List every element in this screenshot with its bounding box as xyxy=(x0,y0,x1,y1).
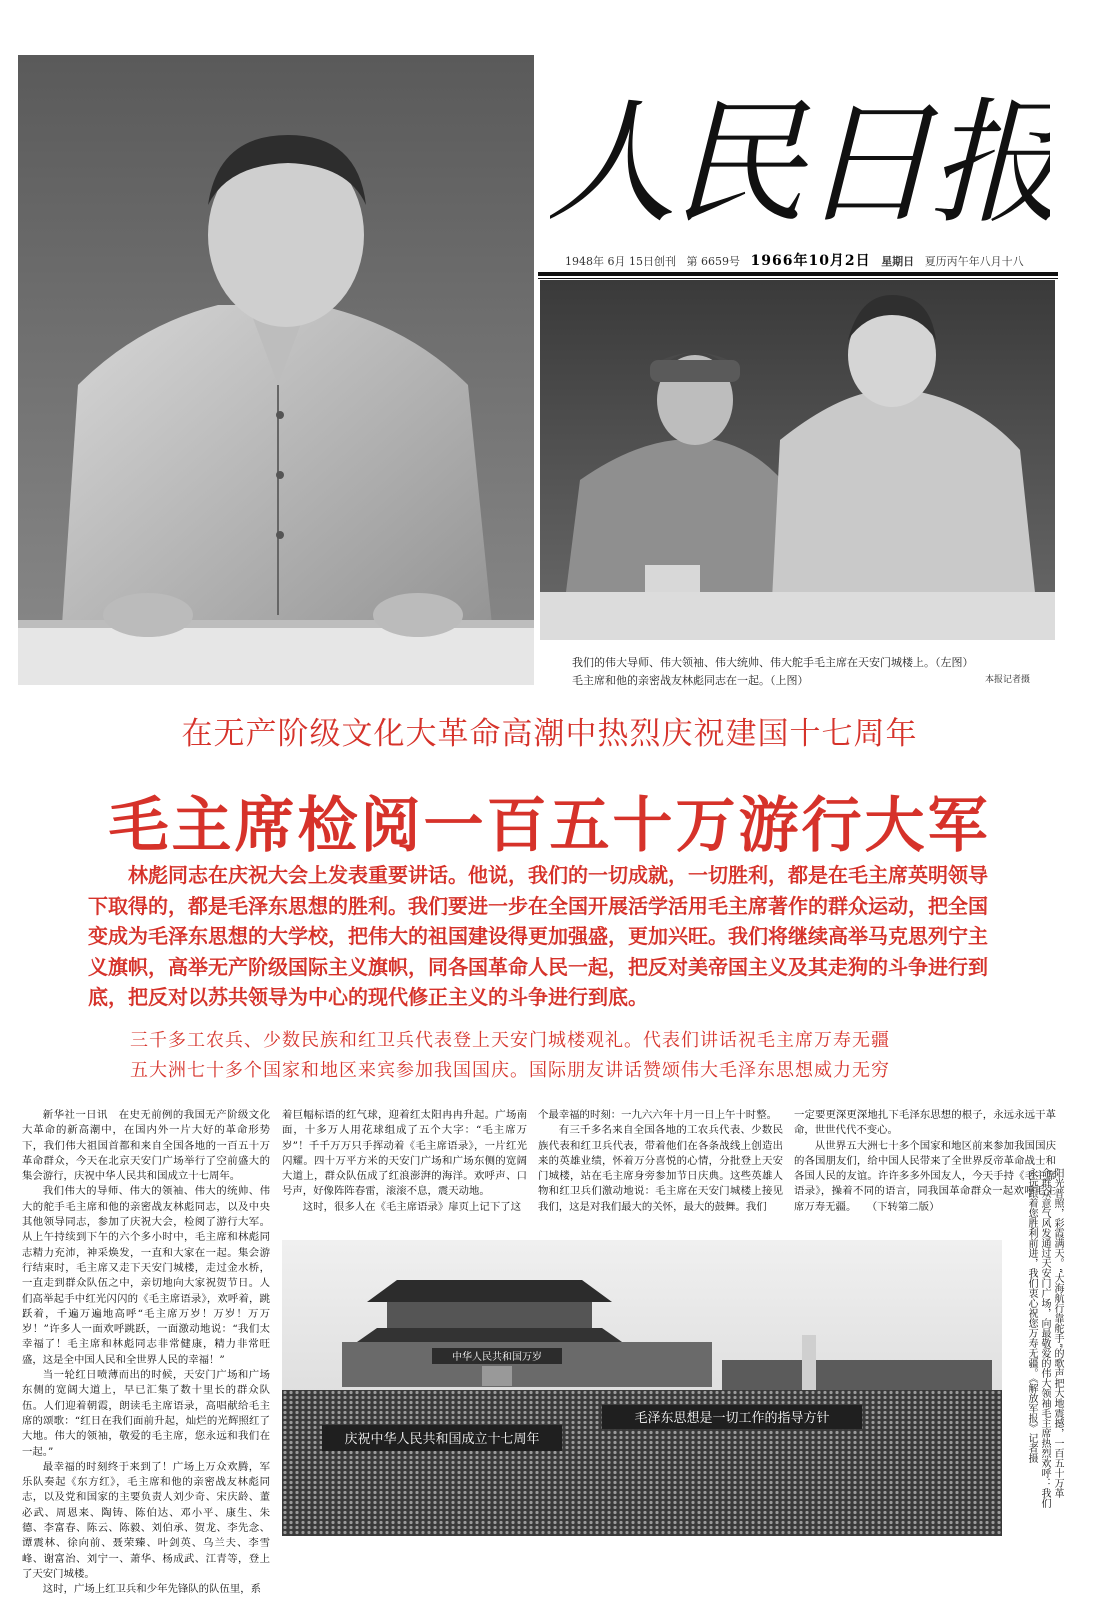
masthead-rule xyxy=(538,272,1058,276)
photo-credit: 本报记者摄 xyxy=(985,675,1031,685)
article-column-1 xyxy=(22,1108,270,1598)
banner-center-text: 毛泽东思想是一切工作的指导方针 xyxy=(634,1411,830,1426)
paragraph: 个最幸福的时刻：一九六六年十月一日上午十时整。 xyxy=(538,1109,777,1121)
square-parade-photo xyxy=(282,1240,1002,1536)
masthead-title xyxy=(550,70,1050,240)
masthead-calligraphy xyxy=(550,70,1050,240)
lead-paragraph xyxy=(88,860,988,1013)
paragraph: 这时，广场上红卫兵和少年先锋队的队伍里，系 xyxy=(42,1583,261,1596)
dateline-issue: 第 6659号 xyxy=(686,255,740,268)
kicker-headline: 在无产阶级文化大革命高潮中热烈庆祝建国十七周年 xyxy=(181,716,918,752)
dateline xyxy=(565,250,1055,270)
dateline-weekday: 星期日 xyxy=(881,255,915,268)
paragraph: 一定要更深更深地扎下毛泽东思想的根子，永远永远干革命，世世代代不变心。 xyxy=(794,1109,1056,1137)
paragraph: 着巨幅标语的红气球，迎着红太阳冉冉升起。广场南面，十多万人用花球组成了五个大字：“毛主席万岁”！千千万万只手挥动着《毛主席语录》，一片红光闪耀。四十万平方米的天安门广场和广场东侧的宽阔大道上，群众队伍成了红浪澎湃的海洋。欢呼声、口号声，好像阵阵春雷，滚滚不息，震天动地。 xyxy=(282,1109,527,1198)
two-leaders-illustration xyxy=(540,280,1055,640)
paragraph: 新华社一日讯 在史无前例的我国无产阶级文化大革命的新高潮中，在国内外一片大好的革命形势下，我们伟大祖国首都和来自全国各地的一百五十万革命群众，今天在北京天安门广场举行了空前盛大的集会游行，庆祝中华人民共和国成立十七周年。 xyxy=(22,1109,270,1183)
lead-text: 林彪同志在庆祝大会上发表重要讲话。他说，我们的一切成就，一切胜利，都是在毛主席英明领导下取得的，都是毛泽东思想的胜利。我们要进一步在全国开展活学活用毛主席著作的群众运动，把全国变成为毛泽东思想的大学校，把伟大的祖国建设得更加强盛，更加兴旺。我们将继续高举马克思列宁主义旗帜，高举无产阶级国际主义旗帜，同各国革命人民一起，把反对美帝国主义及其走狗的斗争进行到底，把反对以苏共领导为中心的现代修正主义的斗争进行到底。 xyxy=(88,863,988,1009)
paragraph: 最幸福的时刻终于来到了！广场上万众欢腾，军乐队奏起《东方红》，毛主席和他的亲密战友林彪同志，以及党和国家的主要负责人刘少奇、宋庆龄、董必武、周恩来、陶铸、陈伯达、邓小平、康生、朱德、李富春、陈云、陈毅、刘伯承、贺龙、李先念、谭震林、徐向前、聂荣臻、叶剑英、乌兰夫、李雪峰、谢富治、刘宁一、萧华、杨成武、江青等，登上了天安门城楼。 xyxy=(22,1460,270,1580)
photo-caption xyxy=(572,654,1012,690)
paragraph: 从世界五大洲七十多个国家和地区前来参加我国国庆的各国朋友们，给中国人民带来了全世界反帝革命战士和各国人民的友谊。许许多多外国友人，今天手持《毛主席语录》，操着不同的语言，同我国革命群众一起欢呼毛主席万寿无疆。 （下转第二版） xyxy=(794,1139,1056,1213)
dateline-date: 1966年10月2日 xyxy=(750,253,871,269)
paragraph: 我们伟大的导师、伟大的领袖、伟大的统帅、伟大的舵手毛主席和他的亲密战友林彪同志，以及中央其他领导同志，参加了庆祝大会，检阅了游行大军。从上午持续到下午的六个多小时中，毛主席和林彪同志精力充沛，神采焕发，一直和大家在一起。集会游行结束时，毛主席又走下天安门城楼，走过金水桥，一直走到群众队伍之中，亲切地向大家祝贺节日。人们高举起手中红光闪闪的《毛主席语录》，欢呼着，跳跃着，千遍万遍地高呼“毛主席万岁！万岁！万万岁！”许多人一面欢呼跳跃，一面激动地说：“我们太幸福了！毛主席和林彪同志非常健康，精力非常旺盛，这是全中国人民和全世界人民的幸福！” xyxy=(22,1185,270,1366)
masthead-rule-thin xyxy=(538,278,1058,279)
gate-sign-text: 中华人民共和国万岁 xyxy=(452,1352,542,1363)
masthead-text: 人民日报 xyxy=(550,85,1050,240)
article-column-3 xyxy=(538,1108,783,1215)
banner-left-text: 庆祝中华人民共和国成立十七周年 xyxy=(344,1432,540,1447)
square-parade-illustration xyxy=(282,1240,1002,1536)
portrait-photo-left xyxy=(18,55,534,685)
photo-caption-line2: 毛主席和他的亲密战友林彪同志在一起。（上图） xyxy=(572,674,809,687)
portrait-illustration xyxy=(18,55,534,685)
photo-caption-line1: 我们的伟大导师、伟大领袖、伟大统帅、伟大舵手毛主席在天安门城楼上。（左图） xyxy=(572,656,974,669)
dateline-founded: 1948年 6月 15日创刊 xyxy=(565,255,676,268)
article-column-2 xyxy=(282,1108,527,1215)
dateline-lunar: 夏历丙午年八月十八 xyxy=(924,255,1024,268)
main-headline: 毛主席检阅一百五十万游行大军 xyxy=(108,791,991,861)
subheadline-2: 五大洲七十多个国家和地区来宾参加我国国庆。国际朋友讲话赞颂伟大毛泽东思想威力无穷 xyxy=(130,1060,890,1081)
subheadline-1: 三千多工农兵、少数民族和红卫兵代表登上天安门城楼观礼。代表们讲话祝毛主席万寿无疆 xyxy=(130,1030,890,1051)
paragraph: 当一轮红日喷薄而出的时候，天安门广场和广场东侧的宽阔大道上，早已汇集了数十里长的群众队伍。人们迎着朝霞，朗读毛主席语录，高唱献给毛主席的颂歌：“红日在我们面前升起，灿烂的光辉照红了大地。伟大的领袖，敬爱的毛主席，您永远和我们在一起。” xyxy=(22,1369,270,1458)
square-photo-caption: 阳光普照，彩霞满天。“大海航行靠舵手”的歌声把大地震撼，一百五十万革命群众意气风发通过天安门广场，向最敬爱的伟大领袖毛主席热烈欢呼：我们永远跟着您胜利前进，我们衷心祝您万寿无疆。《解放军报》记者摄 xyxy=(1026,1168,1063,1508)
paragraph: 有三千多名来自全国各地的工农兵代表、少数民族代表和红卫兵代表，带着他们在各条战线上创造出来的英雄业绩，怀着万分喜悦的心情，分批登上天安门城楼，站在毛主席身旁参加节日庆典。这些英雄人物和红卫兵们激动地说：毛主席在天安门城楼上接见我们，这是对我们最大的关怀，最大的鼓舞。我们 xyxy=(538,1124,783,1213)
two-leaders-photo xyxy=(540,280,1055,640)
paragraph: 这时，很多人在《毛主席语录》扉页上记下了这 xyxy=(302,1200,521,1213)
